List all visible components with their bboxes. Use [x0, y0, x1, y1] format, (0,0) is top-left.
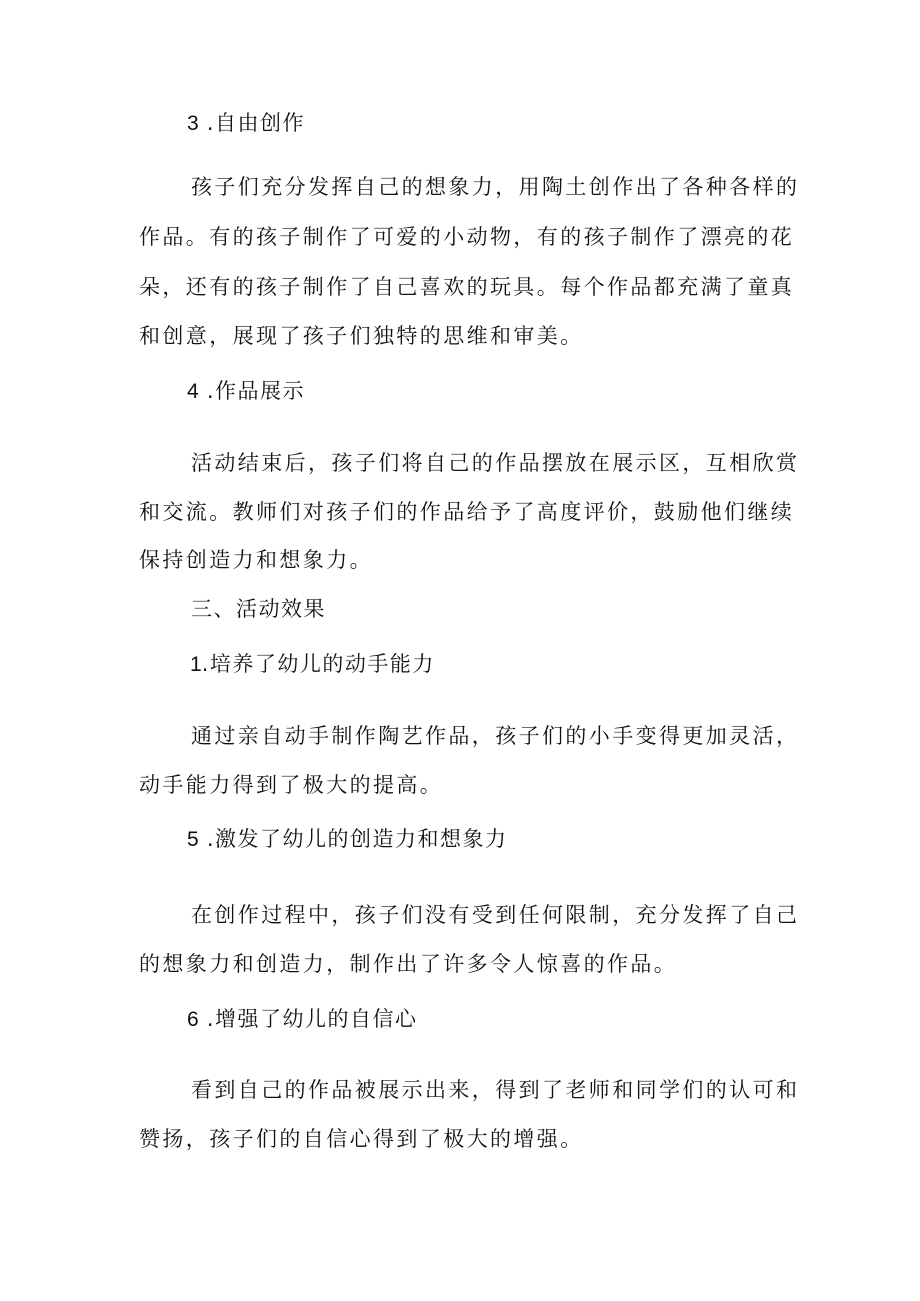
paragraph-line: 活动结束后，孩子们将自己的作品摆放在展示区，互相欣赏 [191, 451, 800, 475]
paragraph-line: 保持创造力和想象力。 [139, 548, 373, 572]
heading-number: 5 [187, 828, 199, 851]
heading-text: .自由创作 [206, 111, 306, 135]
section-heading-3 [187, 109, 305, 138]
section-heading-1 [190, 650, 435, 679]
heading-text: .作品展示 [206, 379, 306, 403]
section-heading-5 [187, 825, 508, 854]
paragraph-line: 在创作过程中，孩子们没有受到任何限制，充分发挥了自己 [191, 903, 800, 927]
heading-text: .激发了幼儿的创造力和想象力 [206, 827, 508, 851]
paragraph-line: 的想象力和创造力，制作出了许多令人惊喜的作品。 [139, 952, 678, 976]
heading-text: 三、活动效果 [191, 597, 326, 621]
paragraph-line: 孩子们充分发挥自己的想象力，用陶土创作出了各种各样的 [191, 175, 800, 199]
paragraph-line: 朵，还有的孩子制作了自己喜欢的玩具。每个作品都充满了童真 [139, 275, 795, 299]
paragraph-line: 看到自己的作品被展示出来，得到了老师和同学们的认可和 [191, 1078, 800, 1102]
paragraph-line: 和创意，展现了孩子们独特的思维和审美。 [139, 324, 584, 348]
heading-number: 4 [187, 380, 199, 403]
heading-number: 3 [187, 112, 199, 135]
heading-text: .培养了幼儿的动手能力 [201, 652, 435, 676]
paragraph-line: 作品。有的孩子制作了可爱的小动物，有的孩子制作了漂亮的花 [139, 225, 795, 249]
section-heading-results [191, 595, 326, 623]
paragraph-line: 动手能力得到了极大的提高。 [139, 773, 444, 797]
heading-number: 6 [187, 1008, 199, 1031]
section-heading-6 [187, 1005, 418, 1034]
paragraph-line: 和交流。教师们对孩子们的作品给予了高度评价，鼓励他们继续 [139, 500, 795, 524]
heading-number: 1 [190, 653, 202, 676]
heading-text: .增强了幼儿的自信心 [206, 1007, 418, 1031]
paragraph-line: 赞扬，孩子们的自信心得到了极大的增强。 [139, 1127, 584, 1151]
section-heading-4 [187, 377, 305, 406]
paragraph-line: 通过亲自动手制作陶艺作品，孩子们的小手变得更加灵活， [191, 724, 800, 748]
